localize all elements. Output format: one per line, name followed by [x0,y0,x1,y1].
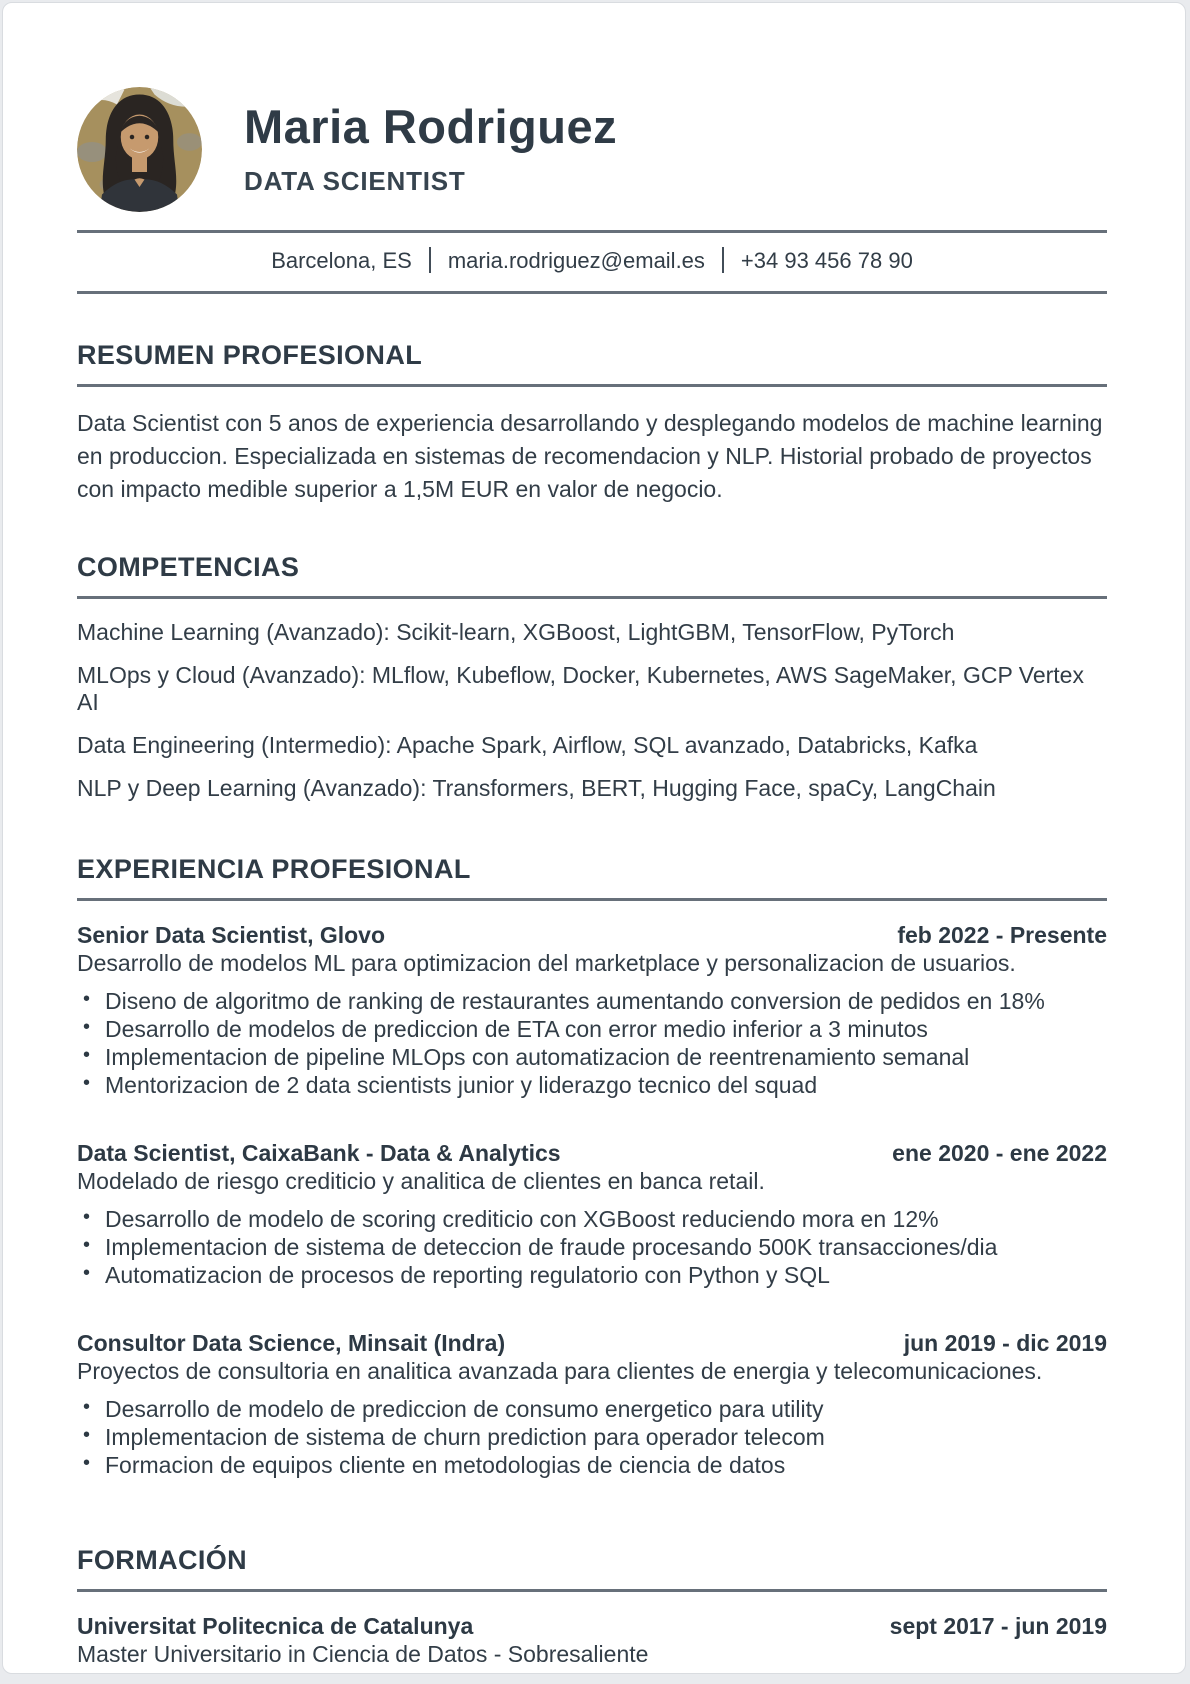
bullet-item: • Implementacion de sistema de churn prediction para operador telecom [77,1423,1107,1451]
job-title: Senior Data Scientist, Glovo [77,922,386,949]
bullet-item: • Desarrollo de modelo de prediccion de consumo energetico para utility [77,1395,1107,1423]
bullet-item: • Automatizacion de procesos de reporting regulatorio con Python y SQL [77,1261,1107,1289]
skills-heading: COMPETENCIAS [77,552,300,583]
job-bullets [77,987,1107,1099]
woman-portrait-icon [77,87,202,212]
job-title: Consultor Data Science, Minsait (Indra) [77,1330,506,1357]
header-rule-bottom [77,291,1107,294]
header [77,87,1107,212]
bullet-item: • Diseno de algoritmo de ranking de restaurantes aumentando conversion de pedidos en 18% [77,987,1107,1015]
bullet-item: • Implementacion de sistema de deteccion de fraude procesando 500K transacciones/dia [77,1233,1107,1261]
education-rule [77,1589,1107,1592]
education-dates: sept 2017 - jun 2019 [889,1613,1107,1640]
bullet-item: • Implementacion de pipeline MLOps con automatizacion de reentrenamiento semanal [77,1043,1107,1071]
skill-item: Machine Learning (Avanzado): Scikit-learn, XGBoost, LightGBM, TensorFlow, PyTorch [77,619,955,646]
bullet-item: • Desarrollo de modelo de scoring crediticio con XGBoost reduciendo mora en 12% [77,1205,1107,1233]
job-dates: jun 2019 - dic 2019 [903,1330,1107,1357]
job-entry [77,921,1107,1099]
skill-item: NLP y Deep Learning (Avanzado): Transformers, BERT, Hugging Face, spaCy, LangChain [77,774,996,801]
job-description: Proyectos de consultoria en analitica avanzada para clientes de energia y telecomunicaciones. [77,1358,1043,1385]
header-text [244,102,617,196]
skills-list [77,619,1107,802]
job-head [77,1329,1107,1357]
job-bullets [77,1395,1107,1479]
job-description: Desarrollo de modelos ML para optimizacion del marketplace y personalizacion de usuarios. [77,950,1016,977]
education-degree: Master Universitario in Ciencia de Datos - Sobresaliente [77,1641,649,1668]
job-description: Modelado de riesgo crediticio y analitica de clientes en banca retail. [77,1168,765,1195]
contact-email: maria.rodriguez@email.es [447,248,705,273]
profile-photo [77,87,202,212]
job-entry [77,1329,1107,1479]
section-education [77,1545,1107,1668]
job-head [77,921,1107,949]
skill-item: MLOps y Cloud (Avanzado): MLflow, Kubeflow, Docker, Kubernetes, AWS SageMaker, GCP Vertex AI [77,661,1084,716]
education-institution: Universitat Politecnica de Catalunya [77,1613,474,1640]
job-title: Data Scientist, CaixaBank - Data & Analytics [77,1140,561,1167]
job-dates: feb 2022 - Presente [897,922,1107,949]
job-bullets [77,1205,1107,1289]
job-dates: ene 2020 - ene 2022 [892,1140,1107,1167]
section-experience [77,854,1107,1479]
summary-rule [77,384,1107,387]
skill-item: Data Engineering (Intermedio): Apache Spark, Airflow, SQL avanzado, Databricks, Kafka [77,731,978,758]
bullet-item: • Mentorizacion de 2 data scientists junior y liderazgo tecnico del squad [77,1071,1107,1099]
contact-separator [722,247,724,273]
skills-rule [77,596,1107,599]
education-heading: FORMACIÓN [77,1545,248,1576]
summary-text: Data Scientist con 5 anos de experiencia desarrollando y desplegando modelos de machine learning en produccion. Especializada en sistemas de recomendacion y NLP. Historial probado de proyectos con impacto medible superior a 1,5M EUR en valor de negocio. [77,410,1103,503]
person-title: DATA SCIENTIST [244,165,466,196]
job-entry [77,1139,1107,1289]
section-skills [77,552,1107,802]
resume-page [2,2,1186,1674]
contact-separator [429,247,431,273]
experience-heading: EXPERIENCIA PROFESIONAL [77,854,471,885]
contact-location: Barcelona, ES [271,248,412,273]
education-head [77,1612,1107,1640]
experience-rule [77,898,1107,901]
summary-heading: RESUMEN PROFESIONAL [77,340,423,371]
education-entry [77,1612,1107,1668]
job-head [77,1139,1107,1167]
bullet-item: • Formacion de equipos cliente en metodologias de ciencia de datos [77,1451,1107,1479]
contact-phone: +34 93 456 78 90 [740,248,913,273]
contact-bar [77,233,1107,291]
person-name: Maria Rodriguez [244,100,618,154]
section-summary [77,340,1107,506]
bullet-item: • Desarrollo de modelos de prediccion de ETA con error medio inferior a 3 minutos [77,1015,1107,1043]
